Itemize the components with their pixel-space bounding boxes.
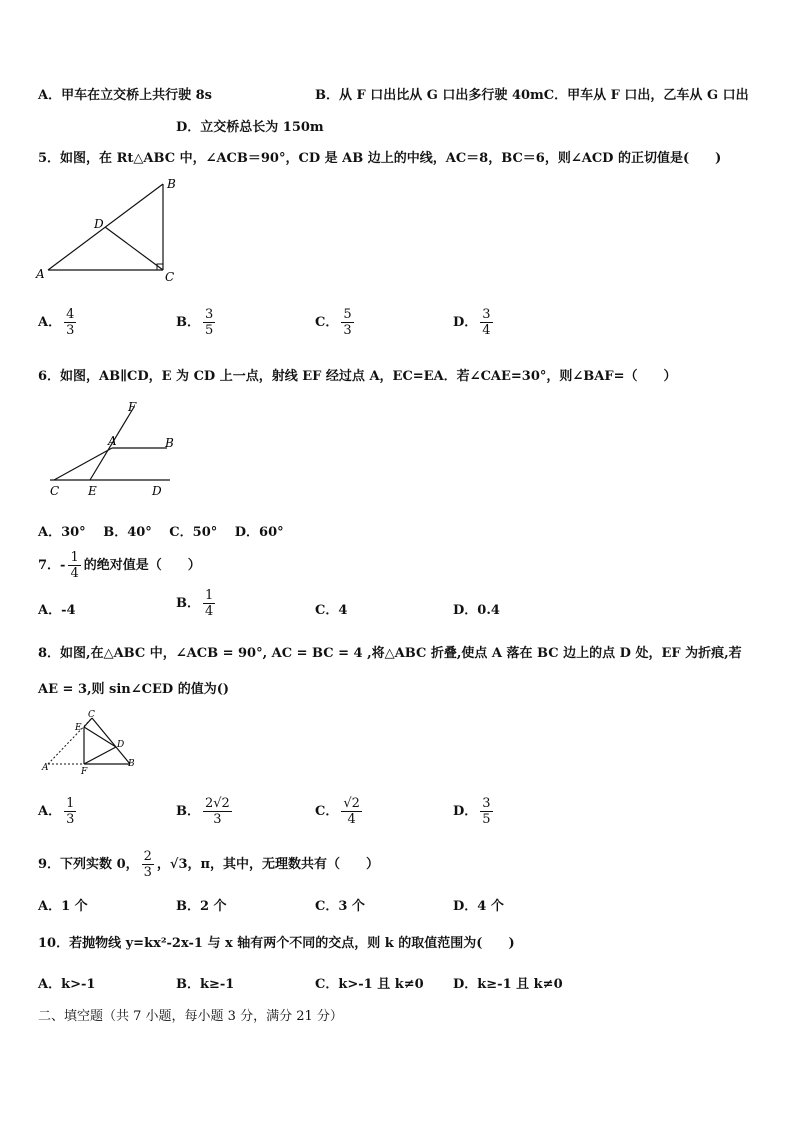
q8-label-f: F xyxy=(81,767,88,777)
q8-folding-triangle-diagram xyxy=(38,708,148,780)
q5-label-a: A xyxy=(36,267,45,281)
q5-option-d: D． $\frac{3}{4}$ xyxy=(453,307,491,338)
q8-segment-ed xyxy=(84,727,116,747)
q9-option-d: D．4 个 xyxy=(453,899,504,914)
q7-option-c: C．4 xyxy=(315,603,348,618)
q6-label-a: A xyxy=(108,434,117,448)
q5-option-c: C． $\frac{5}{3}$ xyxy=(315,307,352,338)
q5-option-a: A． $\frac{4}{3}$ xyxy=(38,307,75,338)
q5-triangle-diagram xyxy=(30,170,190,290)
q6-label-c: C xyxy=(50,484,60,498)
q6-label-b: B xyxy=(165,436,174,450)
q10-stem: 10．若抛物线 y=kx²-2x-1 与 x 轴有两个不同的交点，则 k 的取值范围为( ) xyxy=(38,936,515,951)
q9-option-b: B．2 个 xyxy=(176,899,227,914)
q8-stem-line2: AE = 3,则 sin∠CED 的值为() xyxy=(38,682,229,697)
q7-option-b: B． $\frac{1}{4}$ xyxy=(176,588,214,619)
q5-label-b: B xyxy=(167,177,176,191)
q9-stem: 9．下列实数 0， $\frac{2}{3}$ ，√3，π，其中，无理数共有（ ） xyxy=(38,849,380,880)
q6-stem: 6．如图，AB∥CD，E 为 CD 上一点，射线 EF 经过点 A，EC=EA．若∠CAE=30°，则∠BAF=（ ） xyxy=(38,369,677,384)
q8-option-c: C． $\frac{√2}{4}$ xyxy=(315,796,360,827)
q10-option-a: A．k>-1 xyxy=(38,977,96,992)
q9-option-c: C．3 个 xyxy=(315,899,365,914)
q6-label-f: F xyxy=(128,400,137,414)
q5-label-d: D xyxy=(94,217,104,231)
q8-segment-fd xyxy=(84,747,116,764)
q6-options: A．30° B．40° C．50° D．60° xyxy=(38,525,284,540)
q8-stem-line1: 8．如图,在△ABC 中，∠ACB = 90°, AC = BC = 4 ,将△ABC 折叠,使点 A 落在 BC 边上的点 D 处，EF 为折痕,若 xyxy=(38,646,742,661)
q10-option-b: B．k≥-1 xyxy=(176,977,235,992)
q5-stem: 5．如图，在 Rt△ABC 中，∠ACB＝90°，CD 是 AB 边上的中线，AC＝8，BC＝6，则∠ACD 的正切值是( ) xyxy=(38,151,722,166)
q6-parallel-lines-diagram xyxy=(42,395,182,505)
q8-label-c: C xyxy=(88,710,95,720)
q8-option-b: B． $\frac{2√2}{3}$ xyxy=(176,796,230,827)
q9-option-a: A．1 个 xyxy=(38,899,88,914)
q6-label-e: E xyxy=(88,484,97,498)
q5-median-cd xyxy=(105,227,163,270)
q8-option-a: A． $\frac{1}{3}$ xyxy=(38,796,75,827)
q6-label-d: D xyxy=(152,484,162,498)
q4-option-b-c: B．从 F 口出比从 G 口出多行驶 40mC．甲车从 F 口出，乙车从 G 口出 xyxy=(315,88,749,103)
q6-segment-ca xyxy=(54,448,112,480)
q10-option-d: D．k≥-1 且 k≠0 xyxy=(453,977,563,992)
q8-label-a: A xyxy=(42,763,49,773)
q7-option-d: D．0.4 xyxy=(453,603,500,618)
q7-stem: 7．- $\frac{1}{4}$ 的绝对值是（ ） xyxy=(38,550,201,581)
q8-label-b: B xyxy=(128,759,135,769)
q4-option-a: A．甲车在立交桥上共行驶 8s xyxy=(38,88,212,103)
q8-label-e: E xyxy=(75,723,82,733)
q5-option-b: B． $\frac{3}{5}$ xyxy=(176,307,214,338)
q10-option-c: C．k>-1 且 k≠0 xyxy=(315,977,424,992)
q7-option-a: A．-4 xyxy=(38,603,76,618)
q4-option-d: D．立交桥总长为 150m xyxy=(176,120,324,135)
section-2-heading: 二、填空题（共 7 小题，每小题 3 分，满分 21 分） xyxy=(38,1009,343,1024)
q8-option-d: D． $\frac{3}{5}$ xyxy=(453,796,491,827)
q8-label-d: D xyxy=(117,740,125,750)
q5-label-c: C xyxy=(165,270,175,284)
